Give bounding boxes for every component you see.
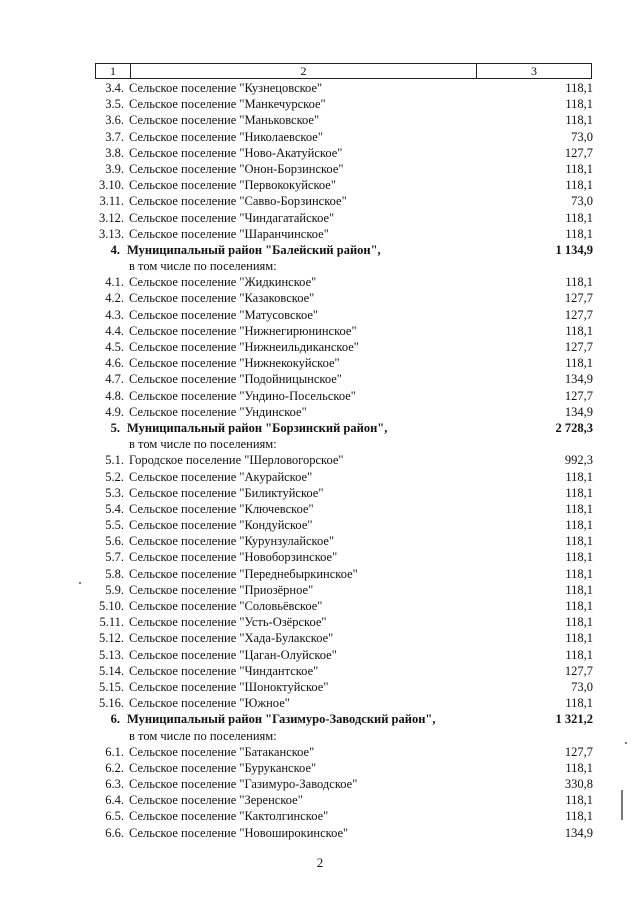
- row-value: 73,0: [571, 679, 593, 694]
- settlement-row: [0, 452, 640, 468]
- row-name: Сельское поселение "Курунзулайское": [129, 534, 335, 549]
- settlement-row: [0, 566, 640, 582]
- settlement-row: [0, 598, 640, 614]
- row-number: 6.5.: [105, 809, 124, 824]
- row-number: 5.: [110, 420, 120, 435]
- row-number: 5.5.: [105, 518, 124, 533]
- scan-mark: [621, 790, 623, 820]
- settlement-row: [0, 501, 640, 517]
- row-name: Муниципальный район "Газимуро-Заводский район",: [127, 712, 436, 727]
- row-number: 6.1.: [105, 744, 124, 759]
- settlement-row: [0, 404, 640, 420]
- subheading-row: [0, 258, 640, 274]
- row-value: 127,7: [564, 307, 593, 322]
- row-number: 3.7.: [105, 129, 124, 144]
- row-value: 118,1: [565, 161, 593, 176]
- settlement-row: [0, 307, 640, 323]
- row-name: Сельское поселение "Жидкинское": [129, 275, 317, 290]
- settlement-row: [0, 517, 640, 533]
- row-value: 127,7: [564, 340, 593, 354]
- row-number: 6.3.: [105, 777, 124, 792]
- row-name: Сельское поселение "Новоборзинское": [129, 550, 338, 565]
- row-name: Сельское поселение "Биликтуйское": [129, 485, 324, 500]
- row-number: 3.4.: [105, 81, 124, 95]
- row-number: 3.12.: [99, 210, 124, 225]
- row-number: 5.9.: [105, 582, 124, 597]
- settlement-row: [0, 355, 640, 371]
- row-value: 118,1: [565, 534, 593, 549]
- settlement-row: [0, 161, 640, 177]
- row-number: 5.16.: [99, 696, 124, 711]
- row-name: Сельское поселение "Шаранчинское": [129, 226, 329, 241]
- row-value: 118,1: [565, 113, 593, 128]
- row-name: Сельское поселение "Южное": [129, 696, 290, 711]
- row-value: 134,9: [564, 404, 593, 419]
- row-number: 6.6.: [105, 825, 124, 840]
- row-value: 992,3: [564, 453, 593, 468]
- row-name: Сельское поселение "Казаковское": [129, 291, 315, 306]
- row-number: 3.10.: [99, 178, 124, 193]
- row-name: Сельское поселение "Онон-Борзинское": [129, 161, 344, 176]
- row-name: Сельское поселение "Новоширокинское": [129, 825, 349, 840]
- row-number: 4.2.: [105, 291, 124, 306]
- settlement-row: [0, 792, 640, 808]
- settlement-row: [0, 533, 640, 549]
- row-value: 118,1: [565, 631, 593, 646]
- row-value: 73,0: [571, 194, 593, 209]
- row-name: Сельское поселение "Акурайское": [129, 469, 313, 484]
- row-number: 3.11.: [99, 194, 124, 209]
- row-value: 118,1: [565, 226, 593, 241]
- scan-dot: [625, 742, 627, 744]
- header-col-3: 3: [531, 64, 537, 78]
- settlement-row: [0, 388, 640, 404]
- row-name: Сельское поселение "Нижнекокуйское": [129, 356, 340, 371]
- row-number: 5.13.: [99, 647, 124, 662]
- row-name: Сельское поселение "Чиндантское": [129, 663, 319, 678]
- subheading-row: [0, 728, 640, 744]
- row-name: Сельское поселение "Матусовское": [129, 307, 319, 322]
- row-number: 5.12.: [99, 631, 124, 646]
- row-number: 4.5.: [105, 340, 124, 354]
- settlement-row: [0, 193, 640, 209]
- district-row: [0, 711, 640, 727]
- row-name: Сельское поселение "Кондуйское": [129, 518, 313, 533]
- row-value: 118,1: [565, 582, 593, 597]
- row-value: 1 134,9: [555, 242, 593, 257]
- row-number: 5.14.: [99, 663, 124, 678]
- settlement-row: [0, 469, 640, 485]
- row-value: 127,7: [564, 388, 593, 403]
- settlement-row: [0, 663, 640, 679]
- row-name: в том числе по поселениям:: [129, 437, 277, 452]
- row-number: 4.7.: [105, 372, 124, 387]
- settlement-row: [0, 485, 640, 501]
- row-value: 118,1: [565, 647, 593, 662]
- row-name: Сельское поселение "Нижнеильдиканское": [129, 340, 359, 354]
- row-number: 3.9.: [105, 161, 124, 176]
- row-name: Сельское поселение "Николаевское": [129, 129, 323, 144]
- row-value: 118,1: [565, 550, 593, 565]
- row-value: 118,1: [565, 599, 593, 613]
- row-name: Сельское поселение "Ново-Акатуйское": [129, 145, 343, 160]
- row-name: Сельское поселение "Приозёрное": [129, 582, 314, 597]
- row-name: Сельское поселение "Батаканское": [129, 744, 315, 759]
- row-number: 4.8.: [105, 388, 124, 403]
- row-name: Сельское поселение "Усть-Озёрское": [129, 615, 327, 630]
- row-value: 118,1: [565, 501, 593, 516]
- row-value: 2 728,3: [555, 420, 593, 435]
- settlement-row: [0, 112, 640, 128]
- row-name: Городское поселение "Шерловогорское": [129, 453, 344, 468]
- settlement-row: [0, 614, 640, 630]
- settlement-row: [0, 323, 640, 339]
- settlement-row: [0, 80, 640, 96]
- row-value: 127,7: [564, 145, 593, 160]
- row-value: 118,1: [565, 615, 593, 630]
- scan-dot: [79, 582, 81, 584]
- header-col-2: 2: [131, 64, 477, 78]
- header-col-1: 1: [96, 64, 131, 78]
- subheading-row: [0, 436, 640, 452]
- row-number: 5.7.: [105, 550, 124, 565]
- row-value: 118,1: [565, 81, 593, 95]
- row-name: Сельское поселение "Газимуро-Заводское": [129, 777, 358, 792]
- row-name: Сельское поселение "Хада-Булакское": [129, 631, 334, 646]
- row-value: 127,7: [564, 663, 593, 678]
- row-name: Сельское поселение "Савво-Борзинское": [129, 194, 347, 209]
- row-value: 134,9: [564, 372, 593, 387]
- row-value: 118,1: [565, 469, 593, 484]
- row-name: Сельское поселение "Переднебыркинское": [129, 566, 358, 581]
- settlement-row: [0, 145, 640, 161]
- settlement-row: [0, 630, 640, 646]
- row-number: 3.8.: [105, 145, 124, 160]
- row-name: Муниципальный район "Борзинский район",: [127, 420, 388, 435]
- row-number: 4.: [110, 242, 120, 257]
- row-name: Сельское поселение "Чиндагатайское": [129, 210, 335, 225]
- row-number: 4.1.: [105, 275, 124, 290]
- row-name: Сельское поселение "Шоноктуйское": [129, 679, 329, 694]
- settlement-row: [0, 177, 640, 193]
- settlement-row: [0, 549, 640, 565]
- row-value: 118,1: [565, 210, 593, 225]
- settlement-row: [0, 744, 640, 760]
- district-row: [0, 420, 640, 436]
- row-name: в том числе по поселениям:: [129, 728, 277, 743]
- settlement-row: [0, 808, 640, 824]
- row-number: 4.9.: [105, 404, 124, 419]
- row-number: 3.5.: [105, 97, 124, 112]
- settlement-row: [0, 274, 640, 290]
- row-number: 3.6.: [105, 113, 124, 128]
- row-value: 118,1: [565, 809, 593, 824]
- row-name: в том числе по поселениям:: [129, 259, 277, 274]
- row-number: 5.8.: [105, 566, 124, 581]
- row-number: 5.3.: [105, 485, 124, 500]
- row-number: 6.2.: [105, 760, 124, 775]
- settlement-row: [0, 290, 640, 306]
- settlement-row: [0, 760, 640, 776]
- row-number: 5.10.: [99, 599, 124, 613]
- row-number: 3.13.: [99, 226, 124, 241]
- row-value: 118,1: [565, 323, 593, 338]
- row-value: 330,8: [564, 777, 593, 792]
- settlement-row: [0, 825, 640, 841]
- row-name: Сельское поселение "Соловьёвское": [129, 599, 323, 613]
- row-number: 5.15.: [99, 679, 124, 694]
- row-number: 5.11.: [99, 615, 124, 630]
- row-number: 6.: [110, 712, 120, 727]
- row-value: 73,0: [571, 129, 593, 144]
- settlement-row: [0, 582, 640, 598]
- row-name: Сельское поселение "Буруканское": [129, 760, 317, 775]
- row-number: 4.6.: [105, 356, 124, 371]
- settlement-row: [0, 226, 640, 242]
- row-name: Сельское поселение "Кактолгинское": [129, 809, 329, 824]
- row-number: 5.1.: [105, 453, 124, 468]
- table-header: [95, 63, 592, 79]
- settlement-row: [0, 210, 640, 226]
- settlement-row: [0, 695, 640, 711]
- settlement-row: [0, 647, 640, 663]
- settlement-row: [0, 679, 640, 695]
- row-name: Сельское поселение "Нижнегирюнинское": [129, 323, 357, 338]
- row-value: 127,7: [564, 744, 593, 759]
- settlement-row: [0, 371, 640, 387]
- row-number: 6.4.: [105, 793, 124, 808]
- row-value: 118,1: [565, 696, 593, 711]
- row-name: Сельское поселение "Ундино-Посельское": [129, 388, 356, 403]
- row-value: 118,1: [565, 178, 593, 193]
- row-name: Сельское поселение "Ключевское": [129, 501, 314, 516]
- row-name: Сельское поселение "Зеренское": [129, 793, 303, 808]
- district-row: [0, 242, 640, 258]
- row-value: 1 321,2: [555, 712, 593, 727]
- table-body: [0, 80, 640, 841]
- row-number: 4.4.: [105, 323, 124, 338]
- settlement-row: [0, 339, 640, 355]
- row-number: 5.6.: [105, 534, 124, 549]
- row-value: 118,1: [565, 485, 593, 500]
- row-value: 118,1: [565, 518, 593, 533]
- row-name: Сельское поселение "Подойницынское": [129, 372, 342, 387]
- row-name: Сельское поселение "Маньковское": [129, 113, 320, 128]
- row-name: Муниципальный район "Балейский район",: [127, 242, 381, 257]
- row-name: Сельское поселение "Манкечурское": [129, 97, 326, 112]
- settlement-row: [0, 96, 640, 112]
- row-name: Сельское поселение "Первококуйское": [129, 178, 336, 193]
- row-name: Сельское поселение "Ундинское": [129, 404, 307, 419]
- row-value: 118,1: [565, 793, 593, 808]
- row-name: Сельское поселение "Кузнецовское": [129, 81, 323, 95]
- page-number: 2: [316, 855, 324, 870]
- row-name: Сельское поселение "Цаган-Олуйское": [129, 647, 337, 662]
- settlement-row: [0, 776, 640, 792]
- row-number: 5.2.: [105, 469, 124, 484]
- row-value: 118,1: [565, 97, 593, 112]
- row-number: 5.4.: [105, 501, 124, 516]
- row-number: 4.3.: [105, 307, 124, 322]
- row-value: 118,1: [565, 760, 593, 775]
- row-value: 118,1: [565, 275, 593, 290]
- settlement-row: [0, 129, 640, 145]
- row-value: 134,9: [564, 825, 593, 840]
- row-value: 118,1: [565, 566, 593, 581]
- row-value: 127,7: [564, 291, 593, 306]
- row-value: 118,1: [565, 356, 593, 371]
